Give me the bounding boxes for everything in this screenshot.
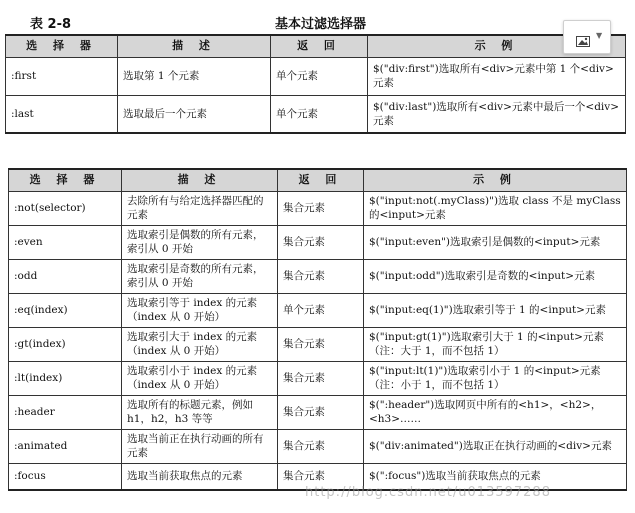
table-row (9, 395, 627, 429)
example-cell: $("div:animated")选取正在执行动画的<div>元素 (364, 429, 627, 463)
description-cell: 去除所有与给定选择器匹配的元素 (122, 191, 278, 225)
return-cell: 单个元素 (271, 57, 368, 95)
header-row (9, 169, 627, 191)
header-example: 示 例 (368, 35, 626, 57)
example-cell: $("input:odd")选取索引是奇数的<input>元素 (364, 259, 627, 293)
return-cell: 集合元素 (278, 327, 364, 361)
header-description: 描 述 (122, 169, 278, 191)
table-row (9, 463, 627, 490)
return-cell: 集合元素 (278, 225, 364, 259)
table-row (9, 327, 627, 361)
return-cell: 集合元素 (278, 361, 364, 395)
image-icon (576, 32, 590, 51)
selector-cell: :eq(index) (9, 293, 122, 327)
header-selector: 选 择 器 (9, 169, 122, 191)
example-cell: $("input:gt(1)")选取索引大于 1 的<input>元素（注：大于 1，而不包括 1） (364, 327, 627, 361)
table-row (6, 95, 626, 133)
example-cell: $(":header")选取网页中所有的<h1>，<h2>，<h3>…… (364, 395, 627, 429)
header-selector: 选 择 器 (6, 35, 118, 57)
table-title: 基本过滤选择器 (275, 17, 367, 32)
return-cell: 集合元素 (278, 191, 364, 225)
return-cell: 集合元素 (278, 463, 364, 490)
selector-cell: :lt(index) (9, 361, 122, 395)
return-cell: 集合元素 (278, 395, 364, 429)
selector-cell: :animated (9, 429, 122, 463)
selector-table-filter (8, 168, 627, 491)
example-cell: $("input:lt(1)")选取索引小于 1 的<input>元素（注：小于 1，而不包括 1） (364, 361, 627, 395)
example-cell: $("div:last")选取所有<div>元素中最后一个<div>元素 (368, 95, 626, 133)
selector-cell: :focus (9, 463, 122, 490)
return-cell: 单个元素 (278, 293, 364, 327)
description-cell: 选取索引等于 index 的元素（index 从 0 开始） (122, 293, 278, 327)
table-row (9, 429, 627, 463)
description-cell: 选取最后一个元素 (118, 95, 271, 133)
return-cell: 集合元素 (278, 259, 364, 293)
table-row (9, 361, 627, 395)
description-cell: 选取所有的标题元素，例如 h1，h2，h3 等等 (122, 395, 278, 429)
table-number: 表 2-8 (30, 17, 72, 32)
description-cell: 选取索引大于 index 的元素（index 从 0 开始） (122, 327, 278, 361)
header-return: 返 回 (271, 35, 368, 57)
header-description: 描 述 (118, 35, 271, 57)
return-cell: 集合元素 (278, 429, 364, 463)
selector-cell: :header (9, 395, 122, 429)
example-cell: $("input:even")选取索引是偶数的<input>元素 (364, 225, 627, 259)
watermark: http://blog.csdn.net/u013597288 (305, 485, 551, 500)
table-row (9, 293, 627, 327)
selector-table-basic (5, 34, 626, 134)
description-cell: 选取当前获取焦点的元素 (122, 463, 278, 490)
table-row (6, 57, 626, 95)
image-tools-button[interactable] (563, 20, 611, 54)
description-cell: 选取索引是偶数的所有元素，索引从 0 开始 (122, 225, 278, 259)
example-cell: $("input:not(.myClass)")选取 class 不是 myClass 的<input>元素 (364, 191, 627, 225)
description-cell: 选取第 1 个元素 (118, 57, 271, 95)
description-cell: 选取当前正在执行动画的所有元素 (122, 429, 278, 463)
caret-down-icon: ▼ (596, 31, 603, 40)
selector-cell: :last (6, 95, 118, 133)
example-cell: $("div:first")选取所有<div>元素中第 1 个<div>元素 (368, 57, 626, 95)
selector-cell: :gt(index) (9, 327, 122, 361)
return-cell: 单个元素 (271, 95, 368, 133)
header-row (6, 35, 626, 57)
selector-cell: :even (9, 225, 122, 259)
description-cell: 选取索引是奇数的所有元素，索引从 0 开始 (122, 259, 278, 293)
selector-cell: :not(selector) (9, 191, 122, 225)
example-cell: $(":focus")选取当前获取焦点的元素 (364, 463, 627, 490)
selector-cell: :first (6, 57, 118, 95)
header-return: 返 回 (278, 169, 364, 191)
header-example: 示 例 (364, 169, 627, 191)
example-cell: $("input:eq(1)")选取索引等于 1 的<input>元素 (364, 293, 627, 327)
description-cell: 选取索引小于 index 的元素（index 从 0 开始） (122, 361, 278, 395)
selector-cell: :odd (9, 259, 122, 293)
table-caption (0, 13, 635, 31)
table-row (9, 191, 627, 225)
table-row (9, 225, 627, 259)
table-row (9, 259, 627, 293)
